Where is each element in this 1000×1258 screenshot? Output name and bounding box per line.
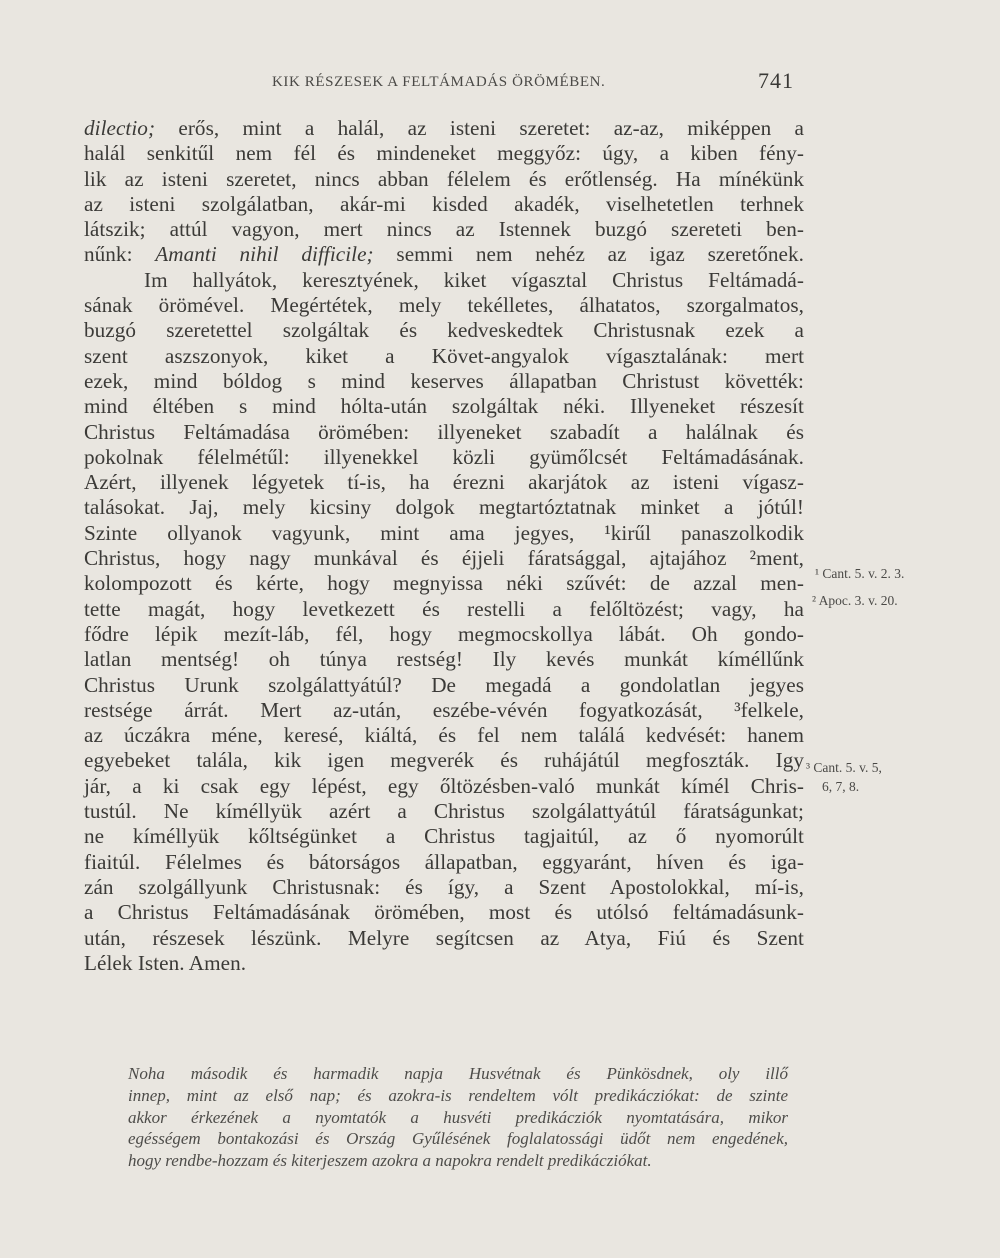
text-line: egyebeket találа, kik igen megverék és ruhájátúl megfoszták. Igy (84, 748, 804, 773)
running-head: KIK RÉSZESEK A FELTÁMADÁS ÖRÖMÉBEN. (272, 74, 606, 90)
footnote-line: egésségem bontakozási és Ország Gyűlésének foglalatossági üdőt nem engedének, (128, 1129, 788, 1149)
text-line: ne kíméllyük kőltségünket a Christus tagjaitúl, az ő nyomorúlt (84, 824, 804, 849)
text-line: Szinte ollyanok vagyunk, mint ama jegyes, ¹kirűl panaszolkodik (84, 520, 804, 545)
text-line: pokolnak félelmétűl: illyenekkel közli gyümőlcsét Feltámadásának. (84, 444, 804, 469)
text-line: latlan mentség! oh túnya restség! Ily kevés munkát kíméllűnk (84, 647, 804, 672)
margin-note-cant-5-5: ³ Cant. 5. v. 5, (806, 760, 882, 775)
text-line: Azért, illyenek légyetek tí-is, ha érezni akarjátok az isteni vígasz- (84, 470, 804, 495)
footnote-line: Noha második és harmadik napja Husvétnak és Pünkösdnek, oly illő (128, 1064, 788, 1083)
text-line: sának örömével. Megértétek, mely tekélletes, álhatatos, szorgalmatos, (84, 293, 804, 318)
text-line: Christus Feltámadása örömében: illyeneket szabadít a halálnak és (84, 419, 804, 444)
text-line: az isteni szolgálatban, akár-mi kisded akadék, viselhetetlen terhnek (84, 191, 804, 216)
main-text (84, 116, 804, 976)
page-header (0, 68, 1000, 102)
text-line: az úczákra méne, keresé, kiáltá, és fel nem találá kedvését: hanem (84, 723, 804, 748)
margin-note-verses: 6, 7, 8. (822, 779, 860, 794)
text-line-6: nűnk: Amanti nihil difficile; semmi nem nehéz az igaz szeretőnek. (84, 242, 805, 267)
text-line: zán szolgállyunk Christusnak: és így, a Szent Apostolokkal, mí-is, (84, 874, 804, 899)
text-line: tette magát, hogy levetkezett és restelli a felőltözést; vagy, ha (84, 596, 804, 621)
page-number: 741 (758, 68, 794, 93)
footnote (128, 1063, 788, 1172)
text-line: mind éltében s mind hólta-után szolgáltak néki. Illyeneket részesít (84, 394, 804, 419)
text-line: látszik; attúl vagyon, mert nincs az Istennek buzgó szereteti ben- (84, 217, 804, 242)
text-line: Christus Urunk szolgálattyátúl? De megadá a gondolatlan jegyes (84, 672, 804, 697)
margin-note-cant-5-2: ¹ Cant. 5. v. 2. 3. (815, 566, 905, 581)
footnote-line: hogy rendbe-hozzam és kiterjeszem azokra a napokra rendelt predikácziókat. (128, 1151, 652, 1171)
text-line: tustúl. Ne kíméllyük azért a Christus szolgálattyátúl fáratságunkat; (84, 799, 804, 824)
text-line: jár, a ki csak egy lépést, egy őltözésben-való munkát kímél Chris- (84, 773, 804, 798)
latin-word-dilectio: dilectio; (84, 116, 156, 140)
text-line: buzgó szeretettel szolgáltak és kedveskedtek Christusnak ezek a (84, 318, 804, 343)
text-line: Christus, hogy nagy munkával és éjjeli fáratsággal, ajtajához ²ment, (84, 546, 804, 571)
footnote-line: akkor érkezének a nyomtatók a husvéti predikácziók nyomtatására, mikor (128, 1107, 788, 1127)
text-line: a Christus Feltámadásának örömében, most és utólsó feltámadásunk- (84, 900, 804, 925)
text-line: halál senkitűl nem fél és mindeneket meggyőz: úgy, a kiben fény- (84, 141, 804, 166)
text-line: lik az isteni szeretet, nincs abban félelem és erőtlenség. Ha mínékünk (84, 166, 804, 191)
text-line: restsége árrát. Mert az-után, eszébe-vévén fogyatkozását, ³felkele, (84, 697, 804, 722)
text-line: fiaitúl. Félelmes és bátorságos állapatban, eggyaránt, híven és iga- (84, 849, 804, 874)
latin-quote-amanti: Amanti nihil difficile; (155, 242, 374, 267)
text-line: fődre lépik mezít-láb, fél, hogy megmocskollya lábát. Oh gondo- (84, 621, 804, 646)
text-line-1: dilectio; erős, mint a halál, az isteni szeretet: az-az, miképpen a (84, 116, 804, 140)
text-line: Lélek Isten. Amen. (84, 950, 247, 975)
text-line: után, részesek lészünk. Melyre segítcsen az Atya, Fiú és Szent (84, 925, 804, 950)
footnote-line: innep, mint az első nap; és azokra-is rendeltem vólt predikácziókat: de szinte (128, 1085, 788, 1105)
text-line: talásokat. Jaj, mely kicsiny dolgok megtartóztatnak minket a jótúl! (84, 495, 804, 520)
text-line: ezek, mind bóldog s mind keserves állapatban Christust követték: (84, 368, 804, 393)
text-line: kolompozott és kérte, hogy megnyissa néki szűvét: de azzal men- (84, 571, 804, 596)
margin-note-apoc-3-20: ² Apoc. 3. v. 20. (812, 593, 898, 608)
text-line: Im hallyátok, keresztyének, kiket vígasztal Christus Feltámadá- (144, 267, 804, 292)
text-line: szent aszszonyok, kiket a Követ-angyalok vígasztalának: mert (84, 343, 804, 368)
